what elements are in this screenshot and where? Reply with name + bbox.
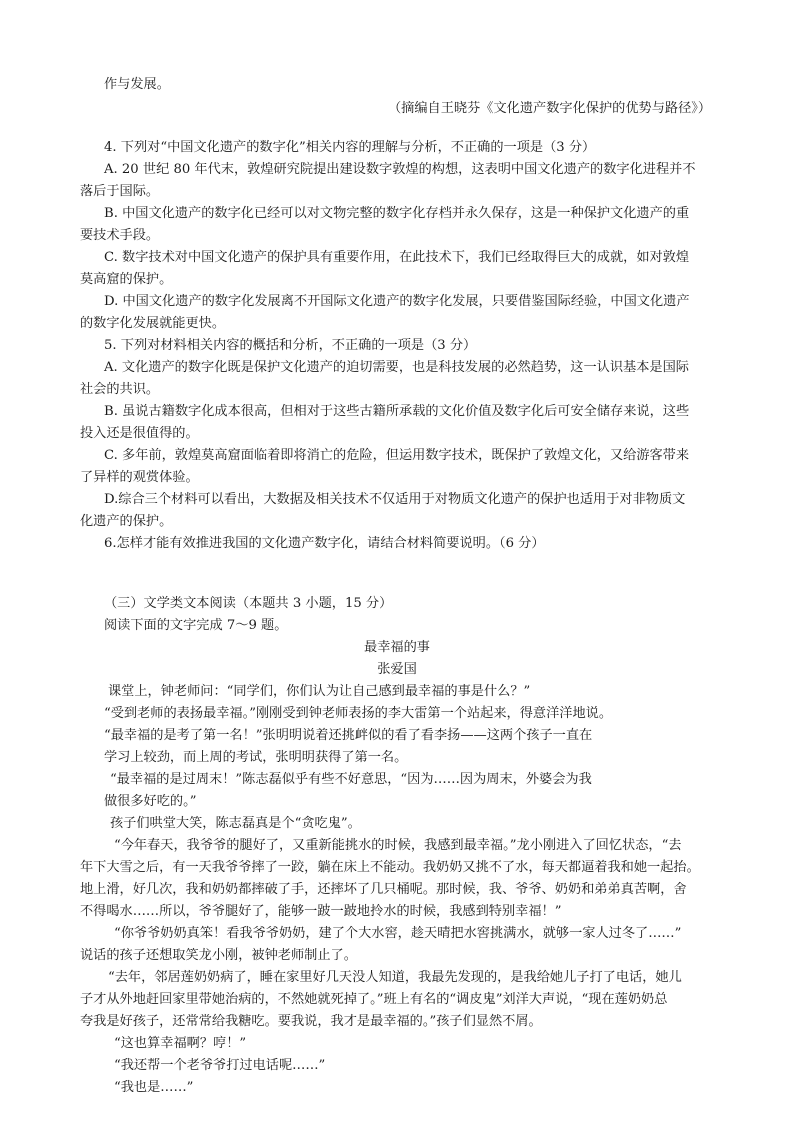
q5-option-d: D.综合三个材料可以看出，大数据及相关技术不仅适用于对物质文化遗产的保护也适用于对非物质文 bbox=[104, 492, 686, 507]
q4-option-b-cont: 要技术手段。 bbox=[80, 228, 160, 243]
q4-option-d-cont: 的数字化发展就能更快。 bbox=[80, 316, 226, 331]
story-paragraph: 年下大雪之后，有一天我爷爷摔了一跤，躺在床上不能动。我奶奶又挑不了水，每天都逼着我和她一起抬。 bbox=[80, 860, 700, 875]
story-paragraph: “去年，邻居莲奶奶病了，睡在家里好几天没人知道，我最先发现的，是我给她儿子打了电话，她儿 bbox=[108, 970, 682, 985]
q4-option-a-cont: 落后于国际。 bbox=[80, 184, 160, 199]
reading-instruction: 阅读下面的文字完成 7～9 题。 bbox=[104, 618, 288, 633]
story-paragraph: “我也是……” bbox=[114, 1080, 194, 1095]
question-4-stem: 4. 下列对“中国文化遗产的数字化”相关内容的理解与分析，不正确的一项是（3 分） bbox=[104, 140, 596, 155]
story-paragraph: “你爷爷奶奶真笨！看我爷爷奶奶，建了个大水窖，趁天晴把水窖挑满水，就够一家人过冬了……” bbox=[114, 926, 682, 941]
q5-option-d-cont: 化遗产的保护。 bbox=[80, 514, 173, 529]
q4-option-c: C. 数字技术对中国文化遗产的保护具有重要作用，在此技术下，我们已经取得巨大的成就，如对敦煌 bbox=[104, 250, 690, 265]
q4-option-d: D. 中国文化遗产的数字化发展离不开国际文化遗产的数字化发展，只要借鉴国际经验，中国文化遗产 bbox=[104, 294, 690, 309]
q5-option-b: B. 虽说古籍数字化成本很高，但相对于这些古籍所承载的文化价值及数字化后可安全储存来说，这些 bbox=[104, 404, 690, 419]
story-paragraph: 不得喝水……所以，爷爷腿好了，能够一跛一跛地拎水的时候，我感到特别幸福！” bbox=[80, 904, 562, 919]
q5-option-a-cont: 社会的共识。 bbox=[80, 382, 160, 397]
story-paragraph: 做很多好吃的。” bbox=[104, 794, 197, 809]
story-paragraph: “这也算幸福啊？哼！” bbox=[114, 1036, 247, 1051]
intro-tail: 作与发展。 bbox=[104, 77, 170, 92]
section-heading: （三）文学类文本阅读（本题共 3 小题，15 分） bbox=[104, 596, 393, 611]
q5-option-b-cont: 投入还是很值得的。 bbox=[80, 426, 199, 441]
story-paragraph: 说话的孩子还想取笑龙小刚，被钟老师制止了。 bbox=[80, 948, 357, 963]
story-paragraph: 课堂上，钟老师问：“同学们，你们认为让自己感到最幸福的事是什么？” bbox=[108, 684, 531, 699]
story-paragraph: “最幸福的是考了第一名！”张明明说着还挑衅似的看了看李扬——这两个孩子一直在 bbox=[104, 728, 593, 743]
story-author: 张爱国 bbox=[377, 662, 417, 677]
story-paragraph: 夸我是好孩子，还常常给我糖吃。要我说，我才是最幸福的。”孩子们显然不屑。 bbox=[80, 1014, 542, 1029]
story-paragraph: 地上滑，好几次，我和奶奶都摔破了手，还摔坏了几只桶呢。那时候，我、爷爷、奶奶和弟弟真苦啊，舍 bbox=[80, 882, 687, 897]
q4-option-c-cont: 莫高窟的保护。 bbox=[80, 272, 173, 287]
q5-option-c-cont: 了异样的观赏体验。 bbox=[80, 470, 199, 485]
story-paragraph: “受到老师的表扬最幸福。”刚刚受到钟老师表扬的李大雷第一个站起来，得意洋洋地说。 bbox=[104, 706, 613, 721]
q4-option-a: A. 20 世纪 80 年代末，敦煌研究院提出建设数字敦煌的构想，这表明中国文化遗产的数字化进程并不 bbox=[104, 162, 696, 177]
story-paragraph: “我还帮一个老爷爷打过电话呢……” bbox=[114, 1058, 326, 1073]
story-paragraph: “最幸福的是过周末！”陈志磊似乎有些不好意思，“因为……因为周末，外婆会为我 bbox=[110, 772, 592, 787]
story-title: 最幸福的事 bbox=[364, 640, 430, 655]
source-citation: （摘编自王晓芬《文化遗产数字化保护的优势与路径》） bbox=[388, 101, 712, 116]
story-paragraph: “今年春天，我爷爷的腿好了，又重新能挑水的时候，我感到最幸福。”龙小刚进入了回忆状态，“去 bbox=[114, 838, 682, 853]
q4-option-b: B. 中国文化遗产的数字化已经可以对文物完整的数字化存档并永久保存，这是一种保护文化遗产的重 bbox=[104, 206, 690, 221]
q5-option-c: C. 多年前，敦煌莫高窟面临着即将消亡的危险，但运用数字技术，既保护了敦煌文化，又给游客带来 bbox=[104, 448, 690, 463]
story-paragraph: 学习上较劲，而上周的考试，张明明获得了第一名。 bbox=[104, 750, 408, 765]
question-6: 6.怎样才能有效推进我国的文化遗产数字化，请结合材料简要说明。（6 分） bbox=[104, 536, 545, 551]
story-paragraph: 孩子们哄堂大笑，陈志磊真是个“贪吃鬼”。 bbox=[110, 816, 361, 831]
q5-option-a: A. 文化遗产的数字化既是保护文化遗产的迫切需要，也是科技发展的必然趋势，这一认识基本是国际 bbox=[104, 360, 689, 375]
story-paragraph: 子才从外地赶回家里带她治病的，不然她就死掉了。”班上有名的“调皮鬼”刘洋大声说，“现在莲奶奶总 bbox=[80, 992, 668, 1007]
question-5-stem: 5. 下列对材料相关内容的概括和分析，不正确的一项是（3 分） bbox=[104, 338, 477, 353]
